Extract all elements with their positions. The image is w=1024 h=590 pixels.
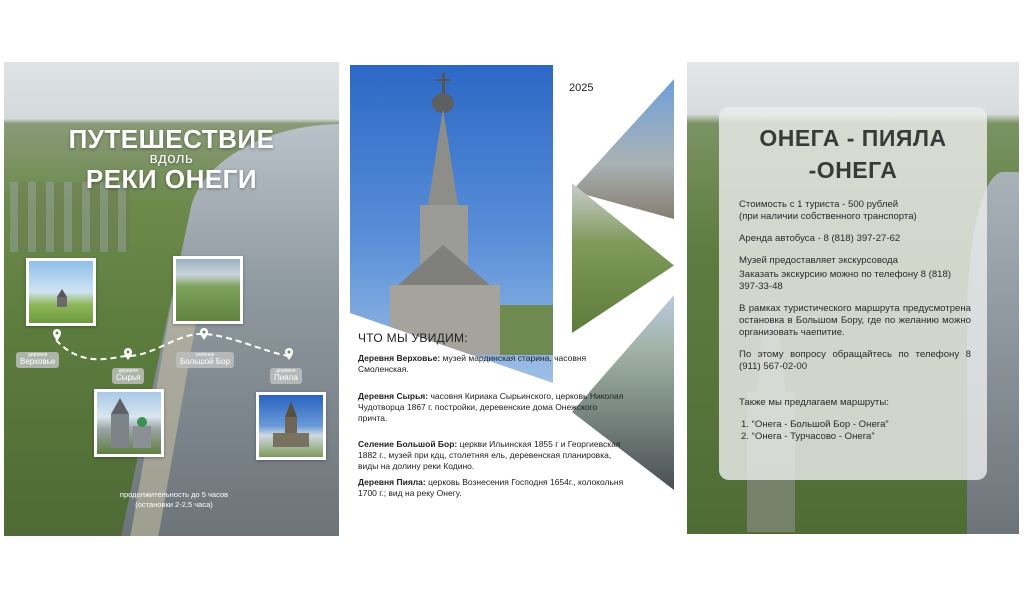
- cover-title-line2: вдоль: [149, 150, 194, 167]
- price-note: (при наличии собственного транспорта): [739, 210, 917, 222]
- stop-name: Пияла: [274, 373, 298, 383]
- also-routes-heading: Также мы предлагаем маршруты:: [739, 397, 889, 408]
- sight-name: Деревня Верховье:: [358, 353, 441, 363]
- route-item: 2. “Онега - Турчасово - Онега”: [741, 430, 875, 442]
- church-icon: [97, 392, 161, 454]
- stop-label-verkhovye: [16, 352, 59, 368]
- thumb-bolshoy-bor: [173, 256, 243, 324]
- route-title-line2: -ОНЕГА: [808, 157, 898, 183]
- stop-info-text: В рамках туристического маршрута предусмотрена остановка в Большом Бору, где по желанию можно организовать чаепитие.: [739, 303, 971, 338]
- sight-text: часовня Кириака Сырьинского, церковь Николая Чудотворца 1867 г. постройки, деревенские дома Онежского причта.: [358, 391, 624, 424]
- wooden-church-icon: [259, 395, 323, 457]
- cover-title-line3: РЕКИ ОНЕГИ: [85, 164, 258, 194]
- pin-icon: [52, 329, 62, 341]
- stop-name: Большой Бор: [180, 357, 231, 367]
- section-heading: ЧТО МЫ УВИДИМ:: [358, 331, 468, 345]
- price-block: [739, 199, 971, 223]
- sight-text: церковь Вознесения Господня 1654г., колокольня 1700 г.; вид на реку Онегу.: [358, 477, 624, 499]
- bus-rental-text: Аренда автобуса - 8 (818) 397-27-62: [739, 233, 901, 244]
- duration-block: [104, 490, 244, 510]
- info-card: [719, 107, 987, 480]
- brochure-info-panel: [687, 62, 1019, 534]
- stop-type: деревня: [27, 352, 48, 358]
- route-title-line1: ОНЕГА - ПИЯЛА: [759, 125, 947, 151]
- sight-verkhovye: [358, 353, 628, 375]
- route-name: “Онега - Большой Бор - Онега”: [751, 419, 889, 430]
- sight-name: Селение Большой Бор:: [358, 439, 458, 449]
- sight-text: музей мардинская старина, часовня Смоленская.: [358, 353, 587, 375]
- pin-icon: [284, 348, 294, 360]
- stop-label-piyala: [270, 368, 302, 384]
- stop-type: деревня: [118, 368, 138, 374]
- sight-syrya: [358, 391, 628, 425]
- duration-note: (остановки 2-2,5 часа): [135, 499, 213, 509]
- price-text: Стоимость с 1 туриста - 500 рублей: [739, 199, 899, 210]
- contact-text: По этому вопросу обращайтесь по телефону 8 (911) 567-02-00: [739, 349, 971, 372]
- sight-text: церкви Ильинская 1855 г и Георгиевская 1882 г., музей при кдц, столетняя ель, деревенская планировка, виды на долину реки Кодино.: [358, 439, 621, 472]
- pin-icon: [199, 328, 209, 340]
- stop-name: Сырья: [116, 373, 141, 383]
- stop-label-syrya: [112, 368, 144, 384]
- routes-list: [741, 419, 973, 443]
- thumb-piyala: [256, 392, 326, 460]
- order-text: Заказать экскурсию можно по телефону 8 (818) 397-33-48: [739, 269, 952, 292]
- stop-name: Верховье: [20, 357, 56, 367]
- brochure-cover-panel: [4, 62, 339, 536]
- sight-name: Деревня Сырья:: [358, 391, 429, 401]
- pin-icon: [123, 348, 133, 360]
- cover-title-line1: ПУТЕШЕСТВИЕ: [68, 124, 275, 154]
- sight-piyala: [358, 477, 628, 499]
- thumb-verkhovye: [26, 258, 96, 326]
- stop-label-bolshoy-bor: [176, 352, 234, 368]
- sight-bolshoy-bor: [358, 439, 628, 473]
- year-label: 2025: [569, 82, 594, 94]
- duration-text: продолжительность до 5 часов: [119, 490, 229, 499]
- guide-text: Музей предоставляет экскурсовода: [739, 255, 898, 266]
- route-name: “Онега - Турчасово - Онега”: [751, 430, 875, 442]
- stop-type: деревня: [276, 368, 296, 374]
- route-item: 1. “Онега - Большой Бор - Онега”: [741, 419, 889, 430]
- brochure-inner-panel: [350, 65, 674, 535]
- thumb-syrya: [94, 389, 164, 457]
- stop-type: селение: [195, 352, 215, 358]
- chapel-icon: [29, 261, 93, 323]
- sight-name: Деревня Пияла:: [358, 477, 426, 487]
